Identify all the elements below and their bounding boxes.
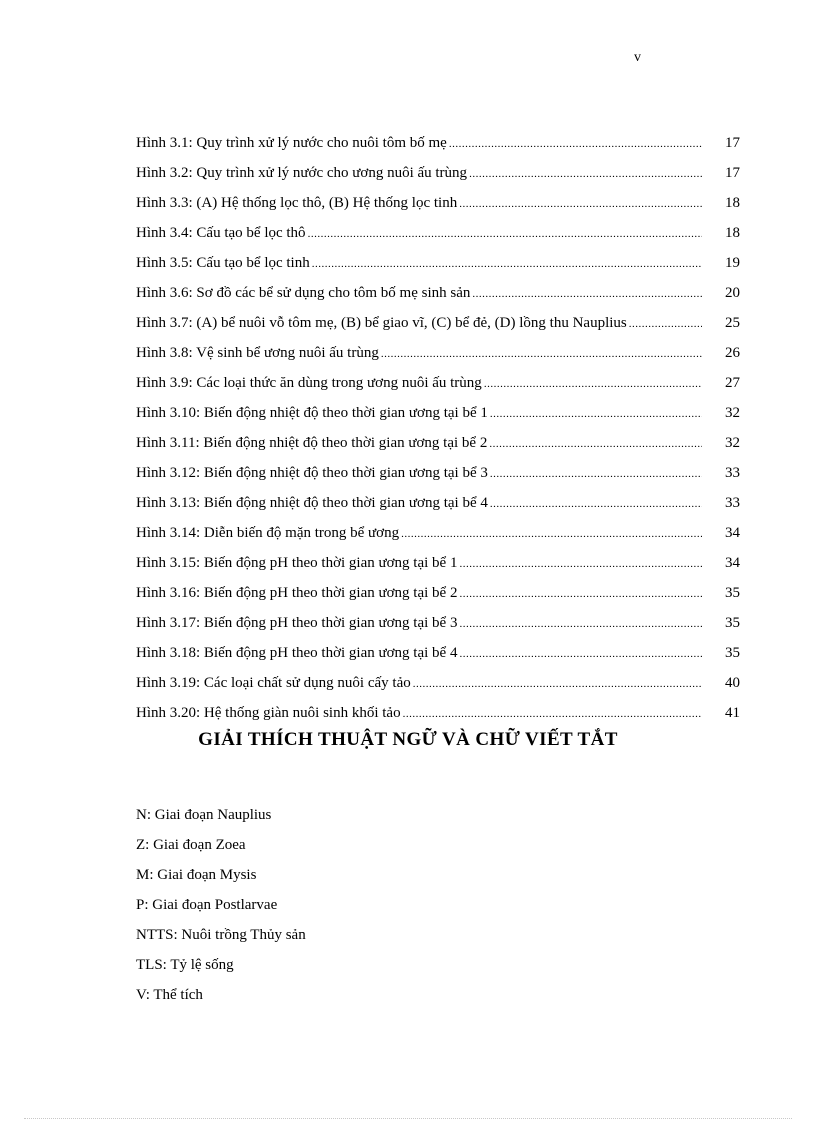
toc-entry-page: 32: [725, 435, 740, 451]
toc-entry-label: Hình 3.13: Biến động nhiệt độ theo thời gian ương tại bể 4: [136, 495, 488, 511]
toc-entry: [136, 458, 740, 488]
toc-entry: [136, 188, 740, 218]
page-bottom-rule: [24, 1118, 792, 1119]
glossary-item: Z: Giai đoạn Zoea: [136, 837, 246, 853]
toc-entry-page: 33: [725, 465, 740, 481]
toc-leader-dots: [459, 639, 702, 669]
glossary-item: V: Thể tích: [136, 987, 203, 1003]
toc-entry: [136, 368, 740, 398]
toc-entry-label: Hình 3.11: Biến động nhiệt độ theo thời gian ương tại bể 2: [136, 435, 488, 451]
toc-entry-page: 35: [725, 615, 740, 631]
toc-entry-label: Hình 3.3: (A) Hệ thống lọc thô, (B) Hệ thống lọc tinh: [136, 195, 458, 211]
toc-leader-dots: [472, 279, 702, 309]
toc-leader-dots: [469, 159, 702, 189]
toc-entry-page: 32: [725, 405, 740, 421]
toc-entry-label: Hình 3.5: Cấu tạo bể lọc tinh: [136, 255, 310, 271]
toc-entry-page: 18: [725, 225, 740, 241]
toc-entry-label: Hình 3.9: Các loại thức ăn dùng trong ương nuôi ấu trùng: [136, 375, 482, 391]
toc-entry: [136, 338, 740, 368]
toc-entry-label: Hình 3.1: Quy trình xử lý nước cho nuôi tôm bố mẹ: [136, 135, 447, 151]
toc-entry-label: Hình 3.6: Sơ đồ các bể sử dụng cho tôm bố mẹ sinh sản: [136, 285, 471, 301]
toc-entry: [136, 608, 740, 638]
toc-leader-dots: [459, 549, 702, 579]
toc-entry-page: 35: [725, 645, 740, 661]
toc-entry-page: 33: [725, 495, 740, 511]
toc-leader-dots: [490, 489, 702, 519]
glossary-item: P: Giai đoạn Postlarvae: [136, 897, 278, 913]
toc-entry-page: 20: [725, 285, 740, 301]
toc-entry-page: 34: [725, 555, 740, 571]
page-number: v: [634, 50, 641, 65]
toc-entry-page: 17: [725, 165, 740, 181]
glossary-item: TLS: Tỷ lệ sống: [136, 957, 234, 973]
toc-entry-page: 26: [725, 345, 740, 361]
glossary-item: NTTS: Nuôi trồng Thủy sản: [136, 927, 306, 943]
figure-list: [136, 128, 740, 728]
toc-leader-dots: [381, 339, 702, 369]
toc-entry-page: 34: [725, 525, 740, 541]
toc-leader-dots: [413, 669, 702, 699]
glossary-item: N: Giai đoạn Nauplius: [136, 807, 272, 823]
toc-entry: [136, 218, 740, 248]
toc-entry: [136, 698, 740, 728]
toc-entry: [136, 638, 740, 668]
toc-entry-page: 27: [725, 375, 740, 391]
toc-leader-dots: [403, 699, 702, 729]
toc-leader-dots: [459, 609, 702, 639]
toc-entry-label: Hình 3.8: Vệ sinh bể ương nuôi ấu trùng: [136, 345, 379, 361]
toc-entry-page: 19: [725, 255, 740, 271]
toc-entry-label: Hình 3.2: Quy trình xử lý nước cho ương nuôi ấu trùng: [136, 165, 468, 181]
toc-entry-page: 35: [725, 585, 740, 601]
toc-entry-label: Hình 3.15: Biến động pH theo thời gian ương tại bể 1: [136, 555, 458, 571]
toc-entry: [136, 248, 740, 278]
toc-leader-dots: [489, 429, 702, 459]
toc-entry-label: Hình 3.12: Biến động nhiệt độ theo thời gian ương tại bể 3: [136, 465, 488, 481]
toc-entry: [136, 548, 740, 578]
toc-entry: [136, 278, 740, 308]
toc-entry: [136, 158, 740, 188]
toc-entry-label: Hình 3.14: Diễn biến độ mặn trong bể ương: [136, 525, 400, 541]
toc-entry-label: Hình 3.20: Hệ thống giàn nuôi sinh khối tảo: [136, 705, 401, 721]
toc-entry: [136, 488, 740, 518]
toc-entry-label: Hình 3.19: Các loại chất sử dụng nuôi cấy tảo: [136, 675, 411, 691]
toc-leader-dots: [629, 309, 702, 339]
toc-leader-dots: [312, 249, 702, 279]
toc-entry: [136, 668, 740, 698]
toc-leader-dots: [449, 129, 702, 159]
toc-leader-dots: [459, 189, 702, 219]
toc-entry: [136, 398, 740, 428]
glossary-list: [136, 800, 306, 1010]
toc-entry-label: Hình 3.18: Biến động pH theo thời gian ương tại bể 4: [136, 645, 458, 661]
toc-entry-label: Hình 3.7: (A) bể nuôi vỗ tôm mẹ, (B) bể giao vĩ, (C) bể đẻ, (D) lồng thu Nauplius: [136, 315, 627, 331]
toc-entry-page: 17: [725, 135, 740, 151]
toc-entry: [136, 308, 740, 338]
toc-leader-dots: [484, 369, 702, 399]
toc-entry: [136, 428, 740, 458]
toc-entry-page: 41: [725, 705, 740, 721]
toc-entry-label: Hình 3.4: Cấu tạo bể lọc thô: [136, 225, 306, 241]
toc-entry: [136, 128, 740, 158]
toc-entry-page: 25: [725, 315, 740, 331]
toc-leader-dots: [401, 519, 702, 549]
toc-leader-dots: [490, 399, 702, 429]
toc-entry-label: Hình 3.16: Biến động pH theo thời gian ương tại bể 2: [136, 585, 458, 601]
glossary-title: GIẢI THÍCH THUẬT NGỮ VÀ CHỮ VIẾT TẮT: [198, 729, 618, 750]
toc-leader-dots: [308, 219, 702, 249]
toc-leader-dots: [459, 579, 702, 609]
toc-entry-label: Hình 3.17: Biến động pH theo thời gian ương tại bể 3: [136, 615, 458, 631]
glossary-item: M: Giai đoạn Mysis: [136, 867, 257, 883]
toc-entry: [136, 518, 740, 548]
toc-entry-page: 18: [725, 195, 740, 211]
toc-entry-page: 40: [725, 675, 740, 691]
toc-entry: [136, 578, 740, 608]
toc-leader-dots: [490, 459, 702, 489]
toc-entry-label: Hình 3.10: Biến động nhiệt độ theo thời gian ương tại bể 1: [136, 405, 488, 421]
